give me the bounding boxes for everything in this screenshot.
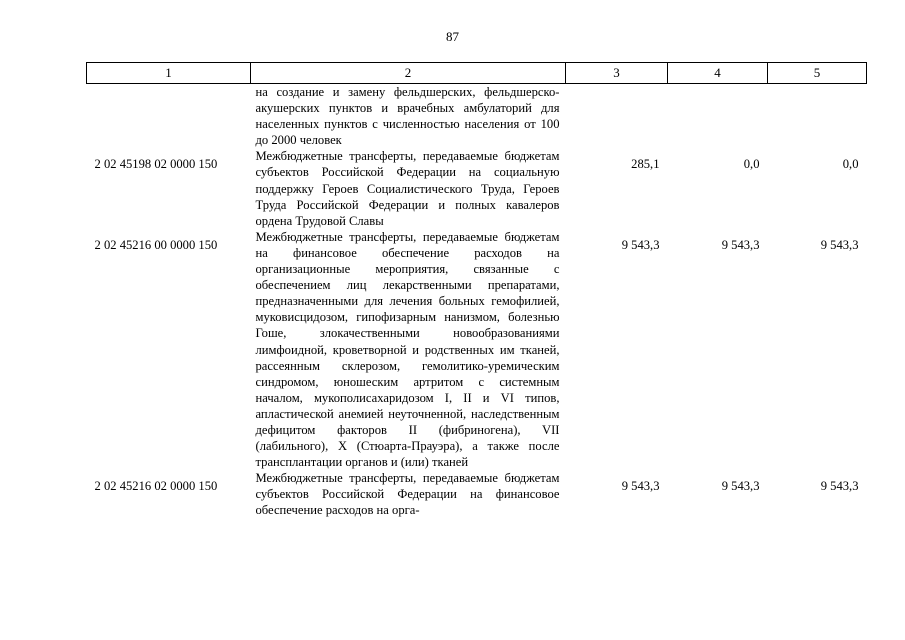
- budget-code: 2 02 45216 00 0000 150: [94, 237, 218, 252]
- value-col-5: 9 543,3: [820, 479, 859, 494]
- value-col-5: 9 543,3: [820, 237, 859, 252]
- value-col-5: 0,0: [842, 157, 859, 172]
- value-col-4: 9 543,3: [721, 479, 760, 494]
- value-col-3: 9 543,3: [621, 237, 660, 252]
- column-header-4: 4: [668, 63, 768, 84]
- value-col-3: [566, 84, 668, 149]
- table-row: [87, 84, 867, 149]
- column-header-3: 3: [566, 63, 668, 84]
- budget-description: Межбюджетные трансферты, передаваемые бюджетам на финансовое обеспечение расходов на организационные мероприятия, связанные с обеспечением лиц лекарственными препаратами, предназначенными для лечения больных гемофилией, муковисцидозом, гипофизарным нанизмом, болезнью Гоше, злокачественными новообразованиями лимфоидной, кроветворной и родственных им тканей, рассеянным склерозом, гемолитико-уремическим синдромом, юношеским артритом с системным началом, мукополисахаридозом I, II и VI типов, апластической анемией неуточненной, наследственным дефицитом факторов II (фибриногена), VII (лабильного), X (Стюарта-Прауэра), а также после трансплантации органов и (или) тканей: [255, 229, 560, 470]
- table-row: [87, 470, 867, 518]
- column-header-1: 1: [87, 63, 251, 84]
- table-row: [87, 229, 867, 470]
- value-col-4: [668, 84, 768, 149]
- value-col-3: 285,1: [631, 157, 660, 172]
- value-col-5: [768, 84, 867, 149]
- budget-description: Межбюджетные трансферты, передаваемые бюджетам субъектов Российской Федерации на финансовое обеспечение расходов на орга-: [255, 471, 560, 518]
- value-col-3: 9 543,3: [621, 479, 660, 494]
- table-row: [87, 148, 867, 228]
- budget-code: 2 02 45216 02 0000 150: [94, 479, 218, 494]
- budget-code: 2 02 45198 02 0000 150: [94, 157, 218, 172]
- budget-table: [86, 62, 867, 519]
- budget-description: Межбюджетные трансферты, передаваемые бюджетам субъектов Российской Федерации на социальную поддержку Героев Социалистического Труда, Героев Труда Российской Федерации и полных кавалеров ордена Трудовой Славы: [255, 149, 560, 228]
- table-header-row: [87, 63, 867, 84]
- value-col-4: 9 543,3: [721, 237, 760, 252]
- page-number: 87: [446, 29, 459, 44]
- value-col-4: 0,0: [743, 157, 760, 172]
- budget-code: [87, 84, 251, 149]
- column-header-5: 5: [768, 63, 867, 84]
- budget-description: на создание и замену фельдшерских, фельдшерско-акушерских пунктов и врачебных амбулаторий для населенных пунктов с численностью населения от 100 до 2000 человек: [255, 85, 560, 148]
- column-header-2: 2: [251, 63, 566, 84]
